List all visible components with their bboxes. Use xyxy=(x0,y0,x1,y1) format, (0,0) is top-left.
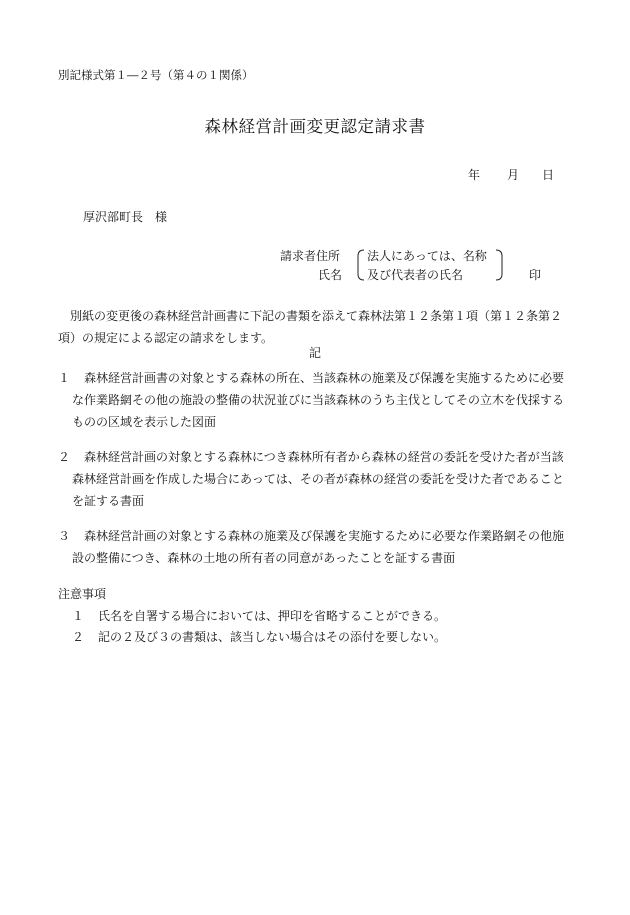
form-number: 別記様式第１―２号（第４の１関係） xyxy=(58,68,254,82)
applicant-name-label: 氏名 xyxy=(318,268,343,282)
corporation-note-line2: 及び代表者の氏名 xyxy=(367,268,464,282)
corporation-note-line1: 法人にあっては、名称 xyxy=(367,249,487,263)
ki-heading: 記 xyxy=(308,346,321,360)
attachment-item-2 xyxy=(58,446,572,512)
notes-heading: 注意事項 xyxy=(58,587,107,601)
note-text: 記の２及び３の書類は、該当しない場合はその添付を要しない。 xyxy=(98,630,447,644)
note-item-2 xyxy=(72,631,446,643)
attachment-item-number: １ xyxy=(58,371,71,385)
attachment-item-number: ２ xyxy=(58,450,71,464)
note-number: ２ xyxy=(72,630,85,644)
date-year-label: 年 xyxy=(468,168,481,182)
note-text: 氏名を自署する場合においては、押印を省略することができる。 xyxy=(98,609,447,623)
applicant-address-label: 請求者住所 xyxy=(280,249,341,263)
attachment-item-text: 森林経営計画書の対象とする森林の所在、当該森林の施業及び保護を実施するために必要な作業路網その他の施設の整備の状況並びに当該森林のうち主伐としてその立木を伐採するものの区域を表示した図面 xyxy=(72,371,565,429)
note-item-1 xyxy=(72,610,446,622)
attachment-item-3 xyxy=(58,525,572,569)
request-body-text: 別紙の変更後の森林経営計画書に下記の書類を添えて森林法第１２条第１項（第１２条第２項）の規定による認定の請求をします。 xyxy=(58,309,563,345)
attachment-item-number: ３ xyxy=(58,529,71,543)
document-title: 森林経営計画変更認定請求書 xyxy=(204,117,426,136)
attachment-item-text: 森林経営計画の対象とする森林の施業及び保護を実施するために必要な作業路網その他施設の整備につき、森林の土地の所有者の同意があったことを証する書面 xyxy=(72,529,565,565)
seal-mark: 印 xyxy=(529,268,542,282)
addressee: 厚沢部町長 様 xyxy=(83,210,168,224)
attachment-item-text: 森林経営計画の対象とする森林につき森林所有者から森林の経営の委託を受けた者が当該森林経営計画を作成した場合にあっては、その者が森林の経営の委託を受けた者であることを証する書面 xyxy=(72,450,564,508)
date-month-label: 月 xyxy=(507,168,520,182)
date-day-label: 日 xyxy=(542,168,555,182)
attachment-item-1 xyxy=(58,367,572,433)
note-number: １ xyxy=(72,609,85,623)
